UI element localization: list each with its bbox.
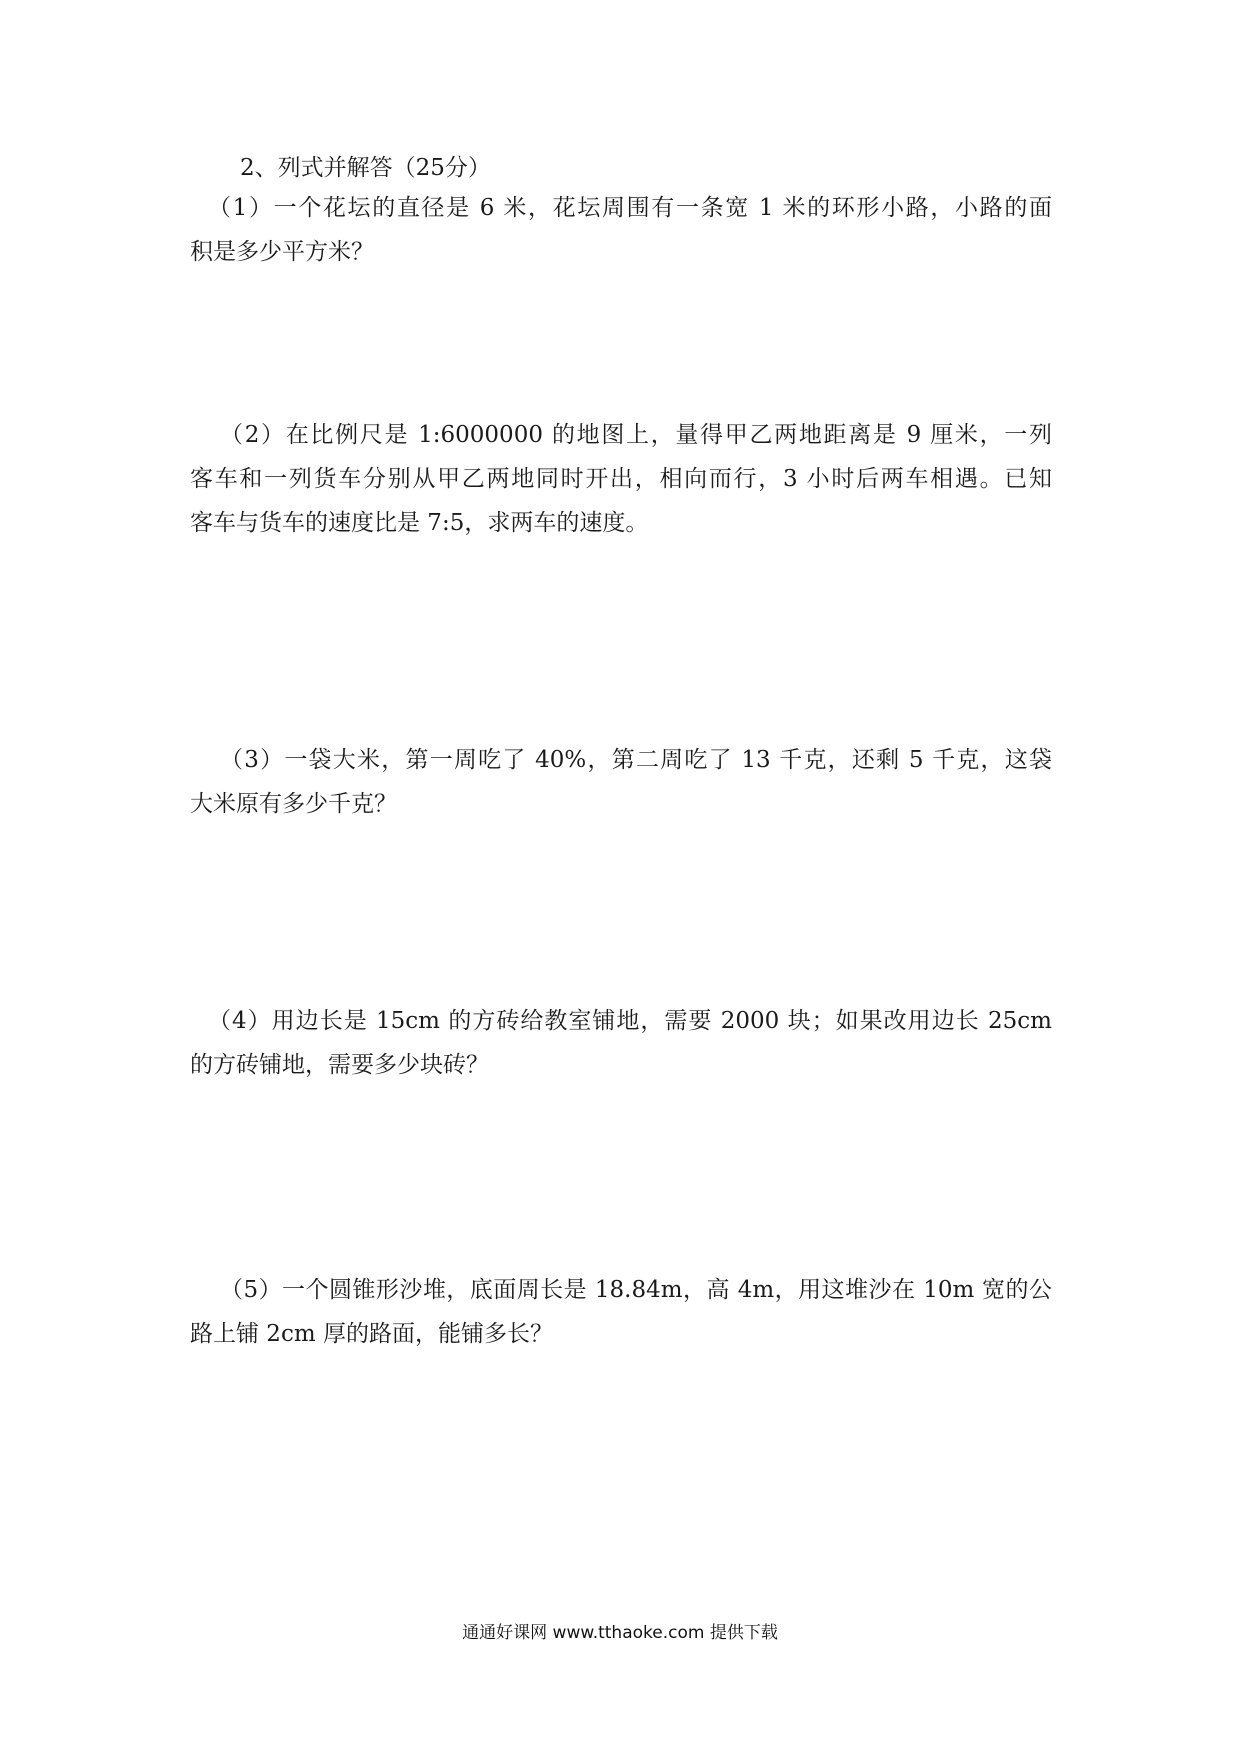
problem-1-line-2: 积是多少平方米？ [190, 239, 374, 265]
problem-1-line-1: （1）一个花坛的直径是 6 米，花坛周围有一条宽 1 米的环形小路，小路的面 [208, 195, 1052, 221]
problem-2-line-3: 客车与货车的速度比是 7:5，求两车的速度。 [190, 510, 649, 536]
section-title: 2、列式并解答（25分） [240, 155, 491, 181]
problem-4 [190, 999, 1052, 1087]
problem-2-line-2: 客车和一列货车分别从甲乙两地同时开出，相向而行，3 小时后两车相遇。已知 [190, 466, 1052, 492]
problem-5 [190, 1268, 1052, 1356]
problem-3 [190, 738, 1052, 826]
problem-4-line-1: （4）用边长是 15cm 的方砖给教室铺地，需要 2000 块；如果改用边长 25cm [208, 1008, 1052, 1034]
problem-5-line-2: 路上铺 2cm 厚的路面，能铺多长？ [190, 1321, 553, 1347]
problem-3-line-2: 大米原有多少千克？ [190, 791, 397, 817]
problem-3-line-1: （3）一袋大米，第一周吃了 40%，第二周吃了 13 千克，还剩 5 千克，这袋 [220, 747, 1052, 773]
problem-4-line-2: 的方砖铺地，需要多少块砖？ [190, 1052, 489, 1078]
problem-2 [190, 413, 1052, 545]
page-footer: 通通好课网 www.tthaoke.com 提供下载 [462, 1623, 778, 1643]
problem-2-line-1: （2）在比例尺是 1:6000000 的地图上，量得甲乙两地距离是 9 厘米，一列 [220, 422, 1052, 448]
problem-1 [190, 186, 1052, 274]
problem-5-line-1: （5）一个圆锥形沙堆，底面周长是 18.84m，高 4m，用这堆沙在 10m 宽的公 [220, 1277, 1052, 1303]
